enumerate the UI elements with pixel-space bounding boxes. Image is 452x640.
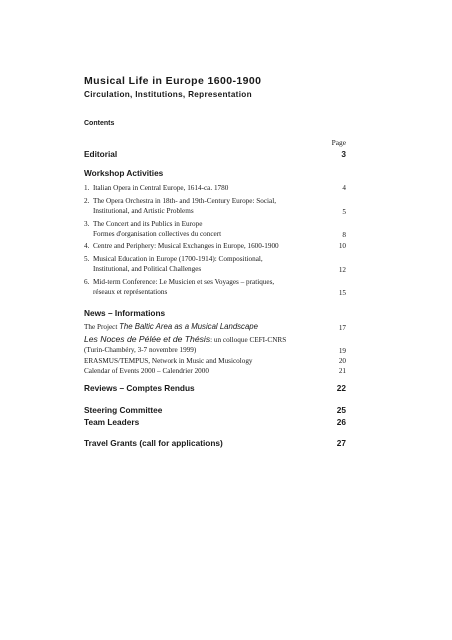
news-item-italic-title: Les Noces de Pélée et de Thésis bbox=[84, 334, 211, 344]
contents-label: Contents bbox=[84, 120, 115, 127]
item-page: 19 bbox=[338, 346, 346, 355]
toc-team-leaders[interactable] bbox=[84, 417, 346, 427]
item-number: 2. bbox=[84, 197, 90, 205]
item-number: 5. bbox=[84, 255, 90, 263]
workshop-item-3[interactable] bbox=[84, 219, 346, 240]
item-title-line-1: The Concert and its Publics in Europe bbox=[93, 220, 203, 228]
workshop-item-5[interactable] bbox=[84, 254, 346, 275]
item-page: 12 bbox=[338, 265, 346, 274]
toc-steering-label: Steering Committee bbox=[84, 405, 163, 415]
page-column-label: Page bbox=[331, 138, 346, 147]
toc-editorial-label: Editorial bbox=[84, 149, 118, 159]
toc-team-leaders-label: Team Leaders bbox=[84, 417, 140, 427]
workshop-item-4[interactable] bbox=[84, 241, 346, 251]
item-title-line-1: Musical Education in Europe (1700-1914): Compositional, bbox=[93, 255, 263, 263]
news-item-italic-title: The Baltic Area as a Musical Landscape bbox=[119, 322, 258, 331]
item-page: 20 bbox=[338, 356, 346, 365]
toc-editorial[interactable] bbox=[84, 149, 346, 159]
item-title-line-2: Institutional, and Political Challenges bbox=[93, 265, 202, 274]
item-title-line-2: Formes d'organisation collectives du concert bbox=[93, 230, 222, 239]
item-number: 4. bbox=[84, 242, 90, 250]
item-number: 6. bbox=[84, 278, 90, 286]
toc-travel-grants[interactable] bbox=[84, 438, 346, 448]
workshop-heading: Workshop Activities bbox=[84, 168, 164, 178]
news-item-noces[interactable] bbox=[84, 334, 346, 356]
item-number: 1. bbox=[84, 184, 90, 192]
item-page: 4 bbox=[342, 183, 346, 192]
news-item-rest: : un colloque CEFI-CNRS bbox=[210, 336, 287, 344]
item-title-line-2: Institutional, and Artistic Problems bbox=[93, 207, 194, 216]
item-title-line-1: The Opera Orchestra in 18th- and 19th-Century Europe: Social, bbox=[93, 197, 277, 205]
news-item-calendar[interactable] bbox=[84, 366, 346, 376]
toc-reviews[interactable] bbox=[84, 383, 346, 393]
toc-team-leaders-page: 26 bbox=[336, 417, 346, 427]
news-item-line-2: (Turin-Chambéry, 3-7 novembre 1999) bbox=[84, 346, 197, 355]
item-page: 5 bbox=[342, 207, 346, 216]
item-title-line-2: réseaux et représentations bbox=[93, 288, 168, 297]
news-item-text: ERASMUS/TEMPUS, Network in Music and Musicology bbox=[84, 357, 253, 365]
item-page: 15 bbox=[338, 288, 346, 297]
toc-editorial-page: 3 bbox=[341, 149, 346, 159]
item-page: 10 bbox=[338, 241, 346, 250]
news-heading: News – Informations bbox=[84, 308, 166, 318]
workshop-item-6[interactable] bbox=[84, 277, 346, 298]
workshop-item-1[interactable] bbox=[84, 183, 346, 193]
item-title-line-1: Mid-term Conference: Le Musicien et ses Voyages – pratiques, bbox=[93, 278, 275, 286]
toc-steering[interactable] bbox=[84, 405, 346, 415]
journal-subtitle: Circulation, Institutions, Representation bbox=[84, 90, 252, 99]
news-item-baltic[interactable] bbox=[84, 322, 346, 333]
news-item-prefix: The Project bbox=[84, 323, 120, 331]
item-number: 3. bbox=[84, 220, 90, 228]
item-title: Italian Opera in Central Europe, 1614-ca. 1780 bbox=[93, 184, 229, 192]
toc-travel-grants-page: 27 bbox=[336, 438, 346, 448]
news-item-erasmus[interactable] bbox=[84, 356, 346, 366]
item-page: 17 bbox=[338, 323, 346, 332]
item-title: Centre and Periphery: Musical Exchanges in Europe, 1600-1900 bbox=[93, 242, 279, 250]
toc-reviews-page: 22 bbox=[336, 383, 346, 393]
contents-page bbox=[84, 0, 346, 640]
workshop-item-2[interactable] bbox=[84, 196, 346, 217]
toc-reviews-label: Reviews – Comptes Rendus bbox=[84, 383, 195, 393]
news-item-text: Calendar of Events 2000 – Calendrier 2000 bbox=[84, 367, 209, 375]
item-page: 21 bbox=[338, 366, 346, 375]
toc-travel-grants-label: Travel Grants (call for applications) bbox=[84, 438, 223, 448]
journal-title: Musical Life in Europe 1600-1900 bbox=[84, 75, 262, 87]
item-page: 8 bbox=[342, 230, 346, 239]
toc-steering-page: 25 bbox=[336, 405, 346, 415]
